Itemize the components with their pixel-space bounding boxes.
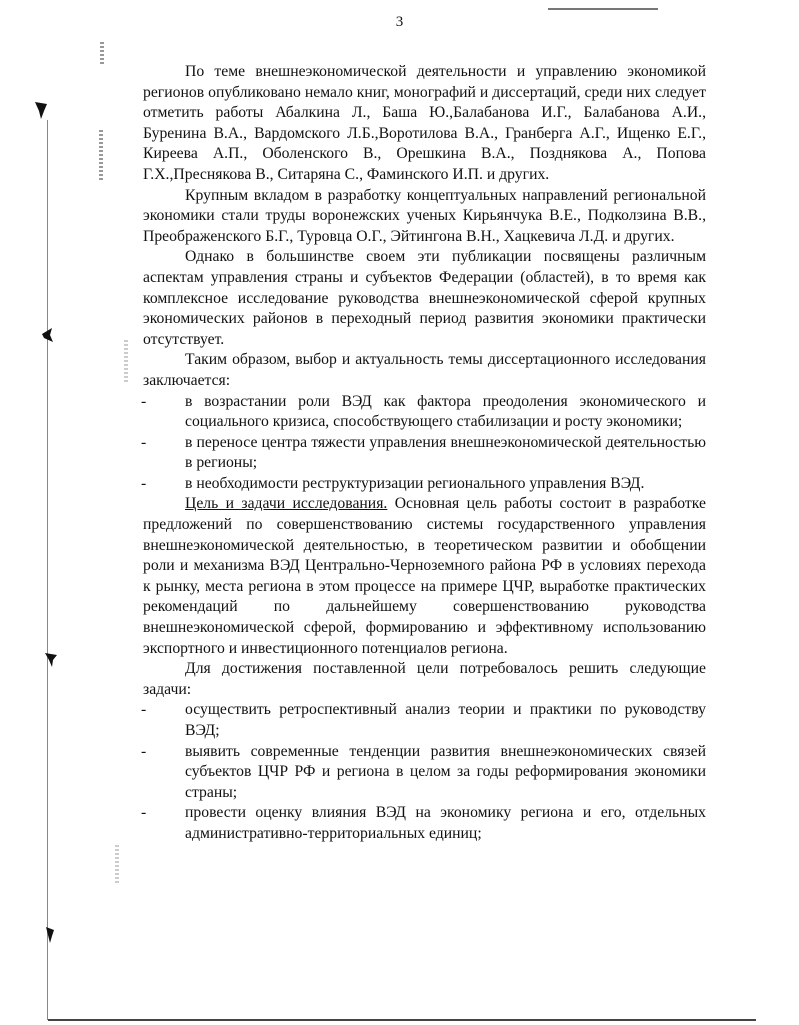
list-item-text: в необходимости реструктуризации регионального управления ВЭД. bbox=[185, 474, 645, 492]
binding-hole-mark bbox=[44, 650, 58, 668]
scan-edge-top bbox=[548, 8, 658, 10]
scan-speck bbox=[99, 130, 103, 180]
list-marker: - bbox=[141, 804, 147, 822]
scan-speck bbox=[115, 845, 119, 885]
tasks-intro: Для достижения поставленной цели потребовалось решить следующие задачи: bbox=[143, 660, 706, 698]
scan-speck bbox=[124, 340, 128, 384]
goal-paragraph bbox=[143, 494, 706, 659]
binding-hole-mark bbox=[40, 326, 54, 344]
scan-edge-bottom bbox=[48, 1019, 756, 1021]
page-number: 3 bbox=[395, 14, 404, 30]
list-item-text: осуществить ретроспективный анализ теории и практики по руководству ВЭД; bbox=[185, 701, 706, 739]
paragraph: Однако в большинстве своем эти публикации посвящены различным аспектам управления страны и субъектов Федерации (областей), в то время как комплексное исследование руководства внешнеэкономической сферой крупных экономических районов в переходный период развития экономики практически отсутствует. bbox=[143, 248, 706, 348]
list-item-text: в возрастании роли ВЭД как фактора преодоления экономического и социального кризиса, способствующего стабилизации и росту экономики; bbox=[185, 392, 706, 431]
goal-text: Основная цель работы состоит в разработке предложений по совершенствованию системы государственного управления внешнеэкономической деятельностью, в теоретическом развитии и обобщении роли и механизма ВЭД Центрально-Черноземного района РФ в условиях перехода к рынку, места региона в этом процессе на примере ЦЧР, выработке практических рекомендаций по дальнейшему совершенствованию руководства внешнеэкономической сферой, формированию и эффективному использованию экспортного и инвестиционного потенциалов региона. bbox=[143, 495, 706, 657]
binding-hole-mark bbox=[44, 926, 56, 944]
list-item-text: выявить современные тенденции развития внешнеэкономических связей субъектов ЦЧР РФ и региона в целом за годы реформирования экономики страны; bbox=[185, 742, 706, 801]
list-item bbox=[141, 700, 706, 741]
list-item bbox=[141, 474, 706, 495]
list-item bbox=[141, 803, 706, 844]
list-item bbox=[141, 433, 706, 474]
list-marker: - bbox=[141, 474, 147, 492]
document-body bbox=[143, 62, 706, 845]
scan-edge-left bbox=[47, 120, 48, 1020]
binding-hole-mark bbox=[34, 100, 48, 120]
paragraph: По теме внешнеэкономической деятельности и управлению экономикой регионов опубликовано немало книг, монографий и диссертаций, среди них следует отметить работы Абалкина Л., Баша Ю.,Балабанова И.Г., Балабанова А.И., Буренина В.А., Вардомского Л.Б.,Воротилова В.А., Гранберга А.Г., Ищенко Е.Г., Киреева А.П., Оболенского В., Орешкина В.А., Позднякова А., Попова Г.Х.,Преснякова В., Ситаряна С., Фаминского И.П. и других. bbox=[143, 63, 706, 183]
list-marker: - bbox=[141, 433, 147, 451]
tasks-list bbox=[143, 700, 706, 844]
list-item bbox=[141, 742, 706, 804]
scan-speck bbox=[100, 42, 104, 66]
goal-heading: Цель и задачи исследования. bbox=[185, 495, 388, 513]
list-marker: - bbox=[141, 392, 147, 410]
paragraph: Таким образом, выбор и актуальность темы диссертационного исследования заключается: bbox=[143, 351, 706, 389]
paragraph: Крупным вкладом в разработку концептуальных направлений региональной экономики стали труды воронежских ученых Кирьянчука В.Е., Подколзина В.В., Преображенского Б.Г., Туровца О.Г., Эйтингона В.Н., Хацкевича Л.Д. и других. bbox=[143, 186, 706, 245]
list-marker: - bbox=[141, 701, 147, 719]
list-marker: - bbox=[141, 742, 147, 760]
list-item-text: провести оценку влияния ВЭД на экономику региона и его, отдельных административно-территориальных единиц; bbox=[185, 804, 706, 842]
list-item-text: в переносе центра тяжести управления внешнеэкономической деятельностью в регионы; bbox=[185, 433, 706, 472]
relevance-list bbox=[143, 392, 706, 495]
list-item bbox=[141, 392, 706, 433]
